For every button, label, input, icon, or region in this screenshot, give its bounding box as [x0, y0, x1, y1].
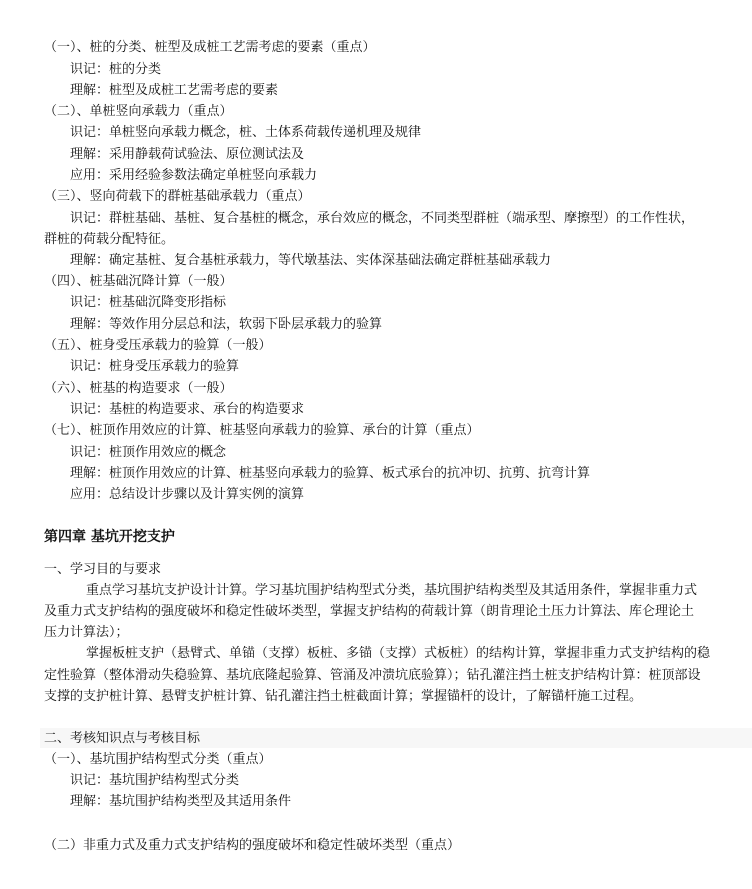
paragraph-line: 定性验算（整体滑动失稳验算、基坑底隆起验算、管涌及冲溃坑底验算）；钻孔灌注挡土桩支护结构计算：桩顶部设: [44, 668, 701, 683]
section-heading-2: （二）、单桩竖向承载力（重点）: [44, 104, 233, 119]
item-memorize: 识记：基坑围护结构型式分类: [70, 773, 240, 788]
item-understand: 理解：确定基桩、复合基桩承载力，等代墩基法、实体深基础法确定群桩基础承载力: [70, 253, 552, 268]
item-apply: 应用：总结设计步骤以及计算实例的演算: [70, 487, 305, 502]
paragraph-line: 压力计算法）；: [44, 625, 129, 640]
chapter-title: 第四章 基坑开挖支护: [44, 529, 175, 545]
section-heading-6: （六）、桩基的构造要求（一般）: [44, 381, 233, 396]
item-memorize: 识记：桩基础沉降变形指标: [70, 295, 227, 310]
item-understand: 理解：采用静载荷试验法、原位测试法及: [70, 147, 305, 162]
paragraph-line: 支撑的支护桩计算、悬臂支护桩计算、钻孔灌注挡土桩截面计算；掌握锚杆的设计，了解锚杆施工过程。: [44, 689, 643, 704]
item-apply: 应用：采用经验参数法确定单桩竖向承载力: [70, 168, 318, 183]
section-heading-5: （五）、桩身受压承载力的验算（一般）: [44, 338, 272, 353]
section-heading-sub-1: （一）、基坑围护结构型式分类（重点）: [44, 752, 272, 767]
item-understand: 理解：桩型及成桩工艺需考虑的要素: [70, 83, 279, 98]
item-memorize-continuation: 群桩的荷载分配特征。: [44, 232, 175, 247]
section-heading-knowledge: 二、考核知识点与考核目标: [44, 731, 201, 746]
section-heading-7: （七）、桩顶作用效应的计算、桩基竖向承载力的验算、承台的计算（重点）: [44, 423, 480, 438]
item-memorize: 识记：桩顶作用效应的概念: [70, 445, 227, 460]
paragraph-line: 掌握板桩支护（悬臂式、单锚（支撑）板桩、多锚（支撑）式板桩）的结构计算，掌握非重力式支护结构的稳: [86, 646, 711, 661]
section-heading-1: （一）、桩的分类、桩型及成桩工艺需考虑的要素（重点）: [44, 40, 376, 55]
item-understand: 理解：基坑围护结构类型及其适用条件: [70, 794, 292, 809]
section-heading-objectives: 一、学习目的与要求: [44, 562, 162, 577]
section-heading-sub-2: （二）非重力式及重力式支护结构的强度破坏和稳定性破坏类型（重点）: [44, 838, 461, 853]
item-understand: 理解：桩顶作用效应的计算、桩基竖向承载力的验算、板式承台的抗冲切、抗剪、抗弯计算: [70, 466, 591, 481]
paragraph-line: 及重力式支护结构的强度破坏和稳定性破坏类型，掌握支护结构的荷载计算（朗肯理论土压力计算法、库仑理论土: [44, 604, 695, 619]
item-understand: 理解：等效作用分层总和法，软弱下卧层承载力的验算: [70, 317, 383, 332]
paragraph-line: 重点学习基坑支护设计计算。学习基坑围护结构型式分类，基坑围护结构类型及其适用条件，掌握非重力式: [86, 583, 698, 598]
item-memorize: 识记：单桩竖向承载力概念，桩、土体系荷载传递机理及规律: [70, 125, 422, 140]
item-memorize: 识记：群桩基础、基桩、复合基桩的概念，承台效应的概念，不同类型群桩（端承型、摩擦型）的工作性状，: [70, 211, 695, 226]
item-memorize: 识记：桩的分类: [70, 62, 162, 77]
item-memorize: 识记：基桩的构造要求、承台的构造要求: [70, 402, 305, 417]
section-heading-4: （四）、桩基础沉降计算（一般）: [44, 274, 233, 289]
section-heading-3: （三）、竖向荷载下的群桩基础承载力（重点）: [44, 189, 311, 204]
item-memorize: 识记：桩身受压承载力的验算: [70, 359, 240, 374]
